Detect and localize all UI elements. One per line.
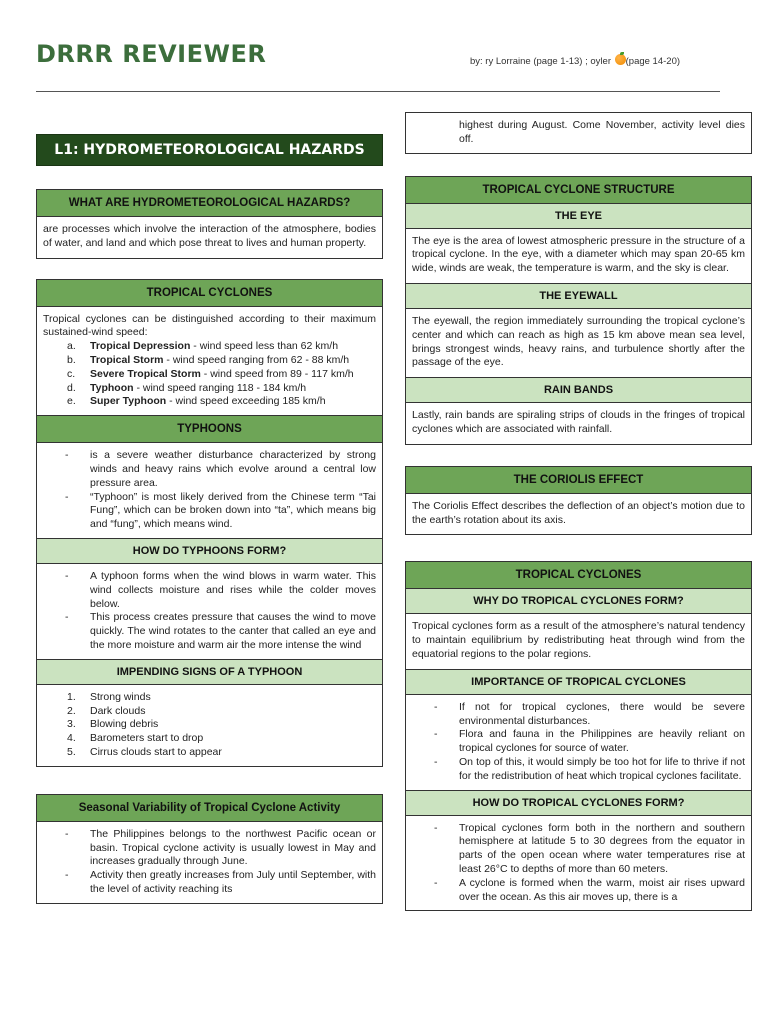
category-term: Severe Tropical Storm [90,367,201,380]
orange-icon [615,54,626,65]
list-item: - is a severe weather disturbance characterized by strong winds and heavy rains which evolve around a central low pressure area. [43,449,376,490]
sign-text: Barometers start to drop [90,732,204,745]
tropical-cyclones-heading: TROPICAL CYCLONES [37,280,382,307]
byline-authors: by: ry Lorraine (page 1-13) ; oyler [470,56,611,67]
list-item: - “Typhoon” is most likely derived from the Chinese term “Tai Fung”, which can be broken down into “ta”, which means big and “fung”, which means wind. [43,491,376,532]
sign-text: Cirrus clouds start to appear [90,745,222,758]
eye-text: The eye is the area of lowest atmospheric pressure in the structure of a tropical cyclone. In the eye, with a diameter which may span 20-65 km wide, winds are weak, the temperature is warm, and the sky is clear. [412,234,745,275]
eyewall-heading: THE EYEWALL [406,283,751,309]
how-form-list [406,816,751,911]
importance-list [406,695,751,790]
category-desc: - wind speed ranging from 62 - 88 km/h [163,353,350,366]
category-term: Tropical Storm [90,353,164,366]
impending-sign-item [43,705,376,719]
header-rule [36,91,720,92]
eyewall-text: The eyewall, the region immediately surrounding the tropical cyclone’s center and which can reach as high as 15 km above mean sea level, brings strongest winds, heavy rains, and turbulence shortly after the passage of the eye. [412,314,745,369]
continued-box [405,112,752,154]
tropical-cyclones-intro: Tropical cyclones can be distinguished according to their maximum sustained-wind speed: [43,312,376,339]
impending-sign-item [43,718,376,732]
importance-heading: IMPORTANCE OF TROPICAL CYCLONES [406,669,751,695]
what-are-heading: WHAT ARE HYDROMETEOROLOGICAL HAZARDS? [37,190,382,217]
list-item: - Activity then greatly increases from July until September, with the level of activity reaching its [43,869,376,897]
list-item: - Flora and fauna in the Philippines are heavily reliant on tropical cyclones for source of water. [412,728,745,756]
cyclone-category-item [43,354,376,368]
continued-list [406,113,751,153]
impending-signs-list [37,685,382,766]
list-marker: 2. [67,704,76,717]
coriolis-heading: THE CORIOLIS EFFECT [406,467,751,494]
what-are-box [36,189,383,259]
how-typhoons-form-heading: HOW DO TYPHOONS FORM? [37,538,382,564]
list-marker: a. [67,340,76,353]
cyclone-category-item [43,395,376,409]
rainbands-text: Lastly, rain bands are spiraling strips of clouds in the fringes of tropical cyclones which are associated with rainfall. [412,409,745,435]
category-desc: - wind speed exceeding 185 km/h [166,395,326,408]
byline [470,54,680,67]
list-marker: e. [67,395,76,408]
sign-text: Strong winds [90,690,151,703]
page-title: DRRR REVIEWER [36,40,267,68]
lesson-title-banner: L1: HYDROMETEOROLOGICAL HAZARDS [36,134,383,166]
structure-box [405,176,752,445]
how-form-heading: HOW DO TROPICAL CYCLONES FORM? [406,790,751,816]
list-marker: 3. [67,718,76,731]
list-marker: 4. [67,732,76,745]
rainbands-heading: RAIN BANDS [406,377,751,403]
list-marker: 1. [67,690,76,703]
why-form-text: Tropical cyclones form as a result of the atmosphere’s natural tendency to maintain equilibrium by redistributing heat through wind from the equatorial regions to the polar regions. [412,620,745,660]
byline-pages: (page 14-20) [625,56,681,67]
coriolis-box [405,466,752,536]
typhoons-list [37,443,382,538]
list-item: - A typhoon forms when the wind blows in warm water. This wind collects moisture and rises while the colder moves below. [43,570,376,611]
list-marker: c. [67,367,76,380]
cyclone-category-item [43,382,376,396]
list-item: highest during August. Come November, activity level dies off. [459,119,745,145]
sign-text: Blowing debris [90,718,159,731]
list-item: - A cyclone is formed when the warm, moist air rises upward over the ocean. As this air moves up, there is a [412,877,745,905]
sign-text: Dark clouds [90,704,146,717]
structure-heading: TROPICAL CYCLONE STRUCTURE [406,177,751,204]
list-marker: d. [67,381,76,394]
list-item: - The Philippines belongs to the northwest Pacific ocean or basin. Tropical cyclone activity is usually lowest in May and increases gradually through June. [43,828,376,869]
category-desc: - wind speed from 89 - 117 km/h [200,367,354,380]
right-column [405,112,752,911]
what-are-text: are processes which involve the interaction of the atmosphere, bodies of water, and land and which pose threat to lives and human property. [43,223,376,249]
list-item: - If not for tropical cyclones, there would be severe environmental disturbances. [412,701,745,729]
category-desc: - wind speed less than 62 km/h [190,340,339,353]
list-item: - On top of this, it would simply be too hot for life to thrive if not for the redistribution of heat which tropical cyclones facilitate. [412,756,745,784]
cyclone-category-item [43,368,376,382]
impending-sign-item [43,691,376,705]
list-item: - This process creates pressure that causes the wind to move quickly. The wind rotates to the canter that called an eye and the more moisture and warm air the more intense the wind [43,611,376,652]
impending-sign-item [43,746,376,760]
seasonal-box [36,794,383,904]
cyclone-category-item [43,340,376,354]
category-term: Typhoon [90,381,134,394]
tropical-cyclones-2-heading: TROPICAL CYCLONES [406,562,751,589]
impending-sign-item [43,732,376,746]
how-typhoons-form-list [37,564,382,659]
category-term: Tropical Depression [90,340,191,353]
typhoons-heading: TYPHOONS [37,415,382,443]
list-marker: 5. [67,745,76,758]
eye-heading: THE EYE [406,204,751,229]
tropical-cyclones-box [36,279,383,767]
seasonal-list [37,822,382,903]
list-item: - Tropical cyclones form both in the northern and southern hemisphere at latitude 5 to 30 degrees from the equator in parts of the open ocean where water temperatures rise at least 26°C to depths of more than 60 meters. [412,822,745,877]
seasonal-heading: Seasonal Variability of Tropical Cyclone Activity [37,795,382,822]
cyclone-categories-list [43,340,376,409]
category-desc: - wind speed ranging 118 - 184 km/h [133,381,307,394]
coriolis-text: The Coriolis Effect describes the deflection of an object’s motion due to the earth’s rotation about its axis. [412,499,745,526]
left-column [36,134,383,904]
category-term: Super Typhoon [90,395,167,408]
why-form-heading: WHY DO TROPICAL CYCLONES FORM? [406,589,751,614]
tropical-cyclones-2-box [405,561,752,911]
impending-signs-heading: IMPENDING SIGNS OF A TYPHOON [37,659,382,685]
list-marker: b. [67,353,76,366]
